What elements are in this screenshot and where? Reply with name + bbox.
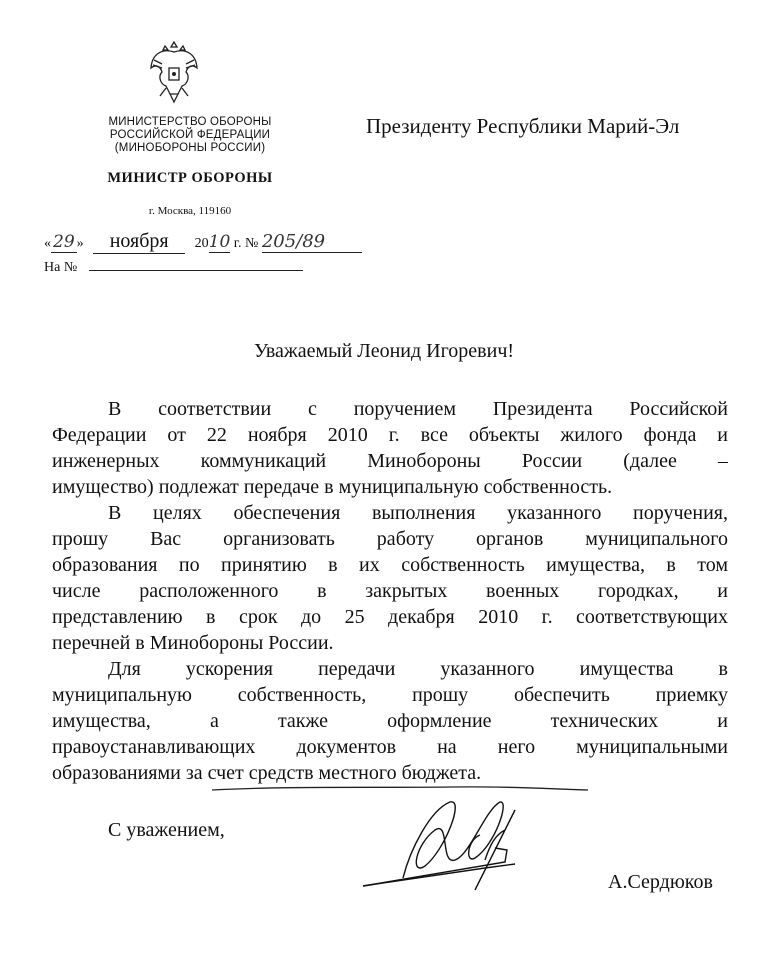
paragraph-line: прошу Вас организовать работу органов муниципального — [52, 528, 728, 550]
ministry-line: (МИНОБОРОНЫ РОССИИ) — [114, 142, 266, 154]
quote-close: » — [76, 236, 84, 251]
sender-title: МИНИСТР ОБОРОНЫ — [107, 170, 273, 186]
date-day: 29 — [53, 232, 75, 252]
paragraph — [52, 656, 728, 786]
paragraph-line: инженерных коммуникаций Минобороны России (далее – — [52, 450, 728, 472]
paragraph — [52, 500, 728, 656]
date-number-line — [44, 230, 362, 254]
paragraph-line: Для ускорения передачи указанного имущества в — [108, 658, 728, 680]
quote-open: « — [44, 236, 51, 251]
signature — [355, 790, 555, 900]
paragraph-line: В целях обеспечения выполнения указанного поручения, — [108, 502, 728, 524]
coat-of-arms-emblem — [148, 38, 200, 106]
paragraph-line: имущества, а также оформление технических и — [52, 710, 728, 732]
paragraph-line: В соответствии с поручением Президента Российской — [108, 398, 728, 420]
reply-to-label: На № — [44, 260, 78, 275]
paragraph — [52, 396, 728, 500]
paragraph-line: имущество) подлежат передаче в муниципальную собственность. — [52, 476, 613, 498]
greeting: Уважаемый Леонид Игоревич! — [253, 340, 515, 362]
number-label: г. № — [233, 236, 259, 251]
paragraph-line: представлению в срок до 25 декабря 2010 г. соответствующих — [52, 606, 728, 628]
reply-to-line — [44, 258, 303, 276]
date-year-hand: 10 — [208, 232, 231, 252]
letter-body — [52, 396, 728, 786]
document-number: 205/89 — [262, 231, 362, 253]
paragraph-line: муниципальную собственность, прошу обеспечить приемку — [52, 684, 728, 706]
ministry-line: РОССИЙСКОЙ ФЕДЕРАЦИИ — [109, 129, 271, 141]
ministry-name — [70, 116, 310, 155]
date-month: ноября — [93, 230, 185, 254]
date-year-prefix: 20 — [194, 236, 209, 251]
signer-name: А.Сердюков — [608, 871, 713, 893]
paragraph-line: образованиями за счет средств местного бюджета. — [52, 762, 482, 784]
paragraph-line: Федерации от 22 ноября 2010 г. все объекты жилого фонда и — [52, 424, 728, 446]
paragraph-line: перечней в Минобороны России. — [52, 632, 334, 654]
paragraph-line: образования по принятию в их собственность имущества, в том — [52, 554, 728, 576]
addressee: Президенту Республики Марий-Эл — [366, 114, 680, 138]
paragraph-line: числе расположенного в закрытых военных городках, и — [52, 580, 728, 602]
reply-to-blank — [89, 258, 303, 271]
sender-city: г. Москва, 119160 — [148, 205, 232, 217]
paragraph-line: правоустанавливающих документов на него муниципальными — [52, 736, 728, 758]
ministry-line: МИНИСТЕРСТВО ОБОРОНЫ — [108, 116, 272, 128]
closing: С уважением, — [108, 819, 225, 841]
